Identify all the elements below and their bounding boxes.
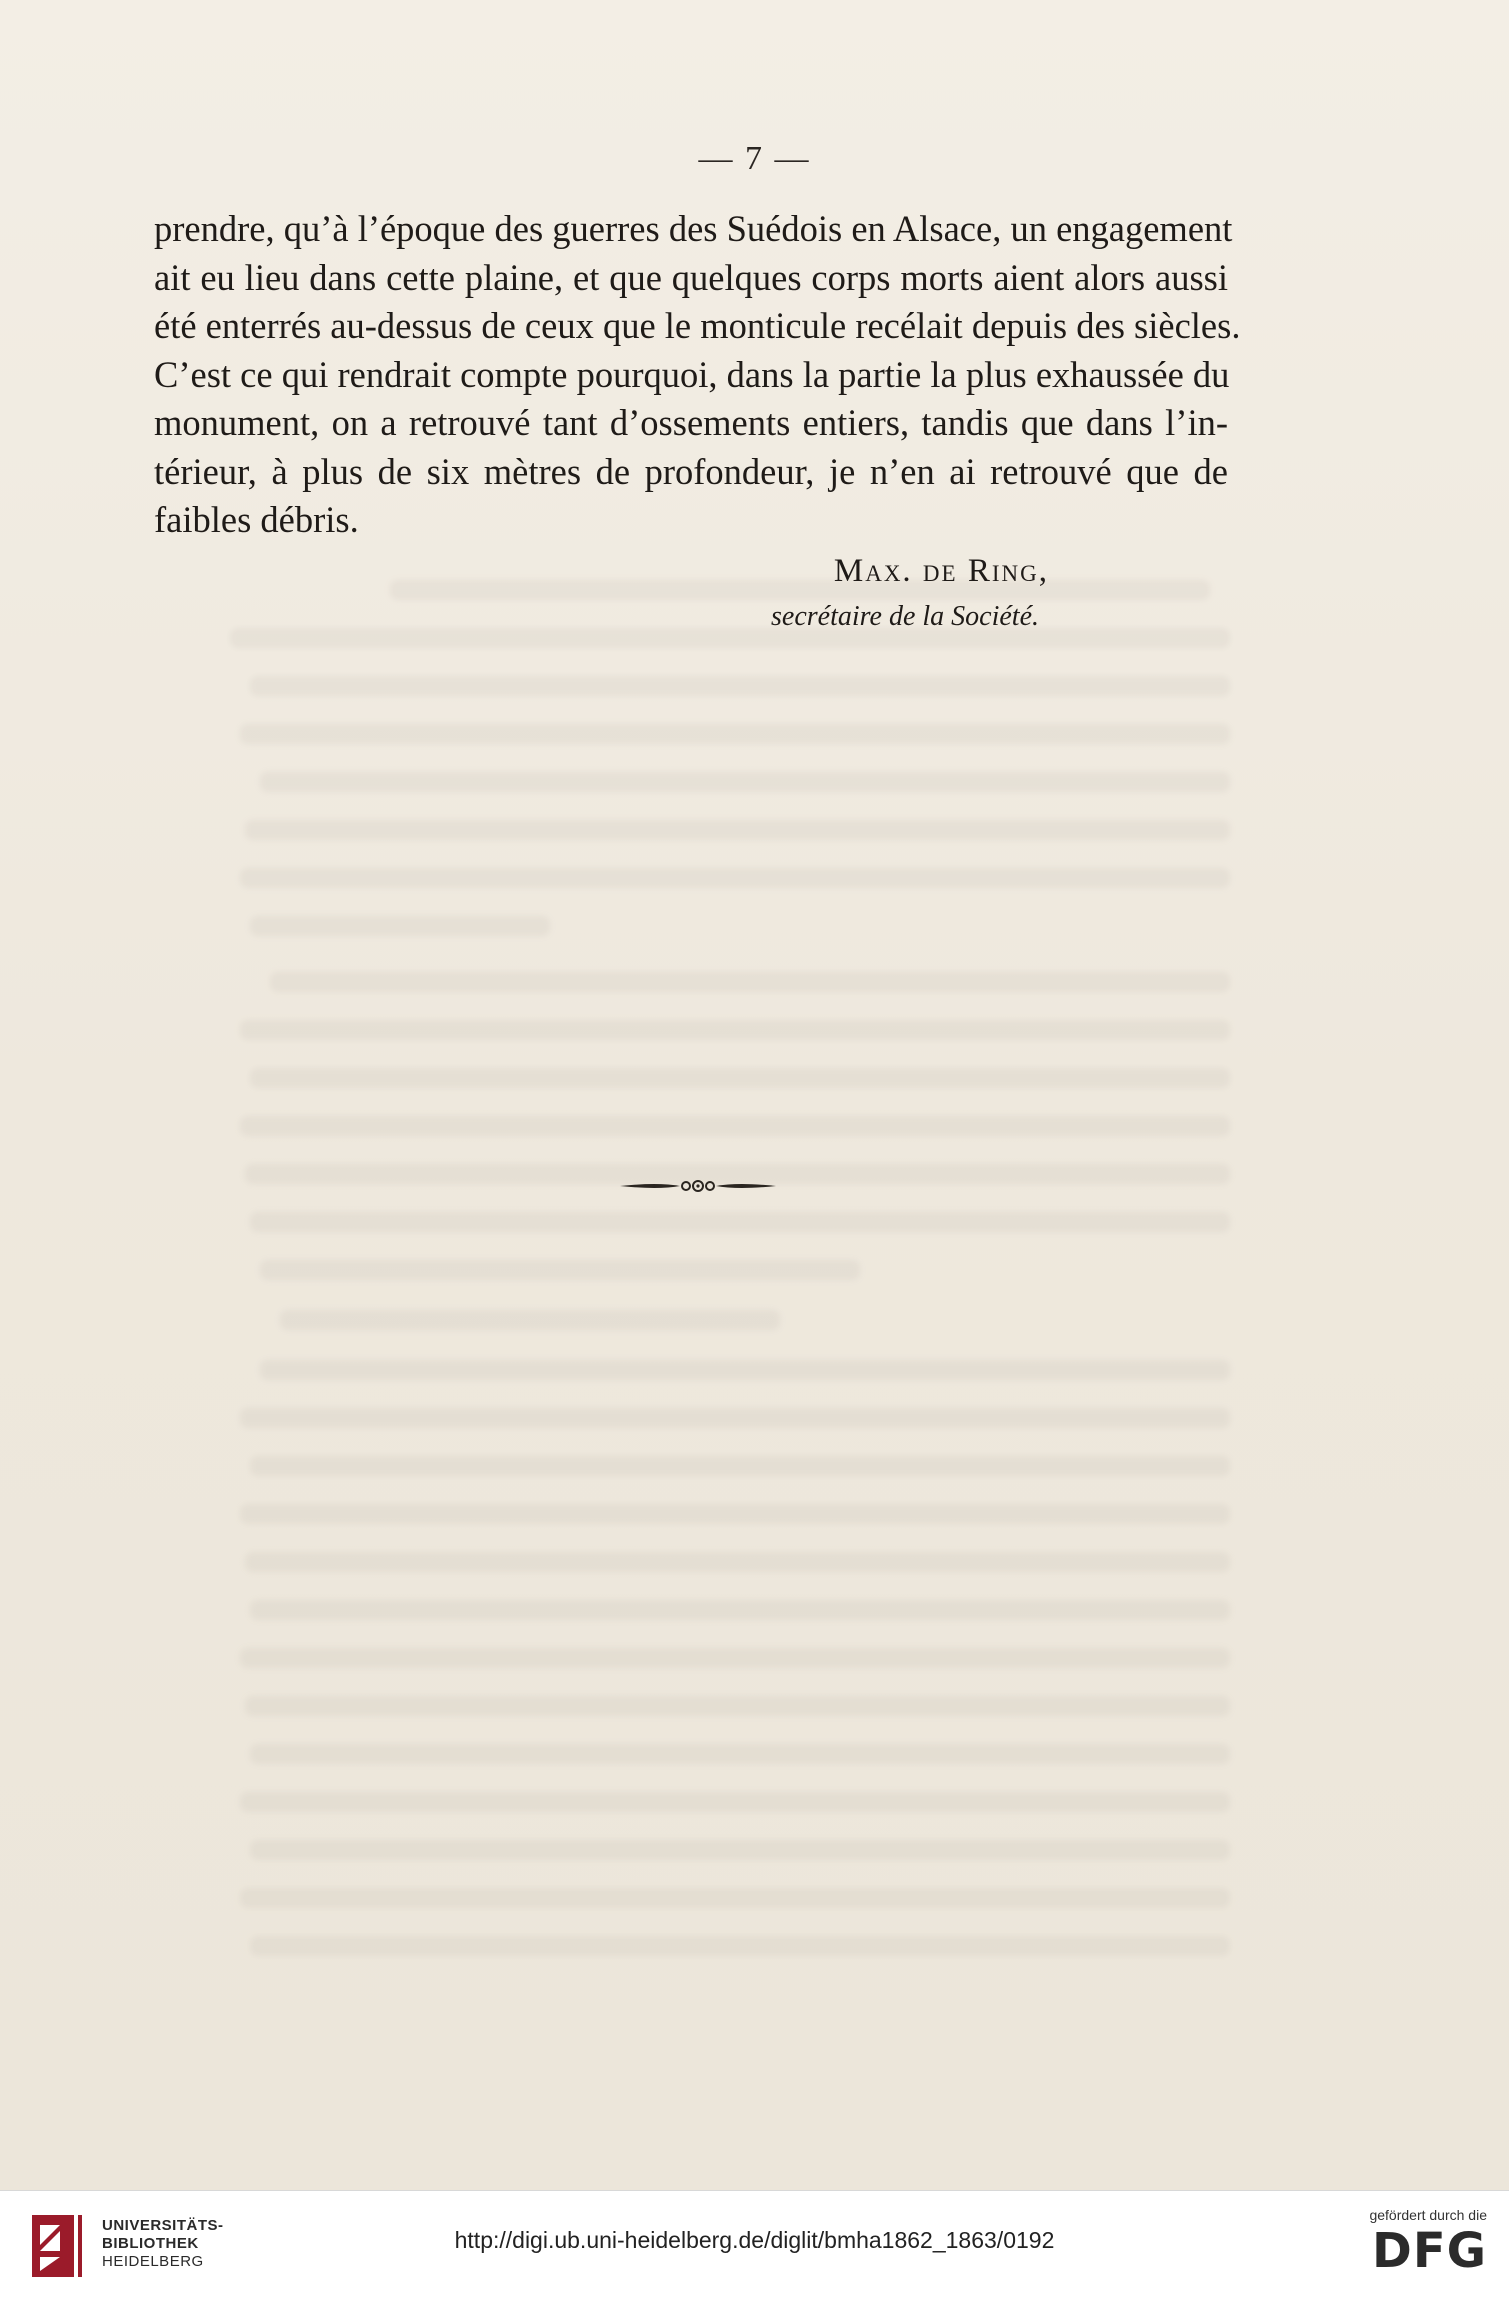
body-paragraph [154, 205, 1241, 545]
library-line-2: BIBLIOTHEK [102, 2235, 199, 2252]
library-line-3: HEIDELBERG [102, 2253, 204, 2270]
text-line: monument, on a retrouvé tant d’ossements entiers, tandis que dans l’in- [154, 402, 1228, 443]
author-title: secrétaire de la Société. [771, 601, 1039, 632]
page-number: — 7 — [698, 140, 811, 177]
author-name: Max. de Ring, [833, 553, 1049, 589]
funding-caption: gefördert durch die [1369, 2207, 1487, 2223]
permalink-url[interactable]: http://digi.ub.uni-heidelberg.de/diglit/bmha1862_1863/0192 [454, 2227, 1055, 2253]
funder-block[interactable] [1327, 2207, 1487, 2277]
text-line: térieur, à plus de six mètres de profondeur, je n’en ai retrouvé que de [154, 450, 1228, 492]
signature-block [600, 548, 1049, 640]
reverse-side-bleed-through [150, 560, 1270, 2000]
dfg-logo-icon: DFG [1371, 2223, 1487, 2279]
text-line: C’est ce qui rendrait compte pourquoi, dans la partie la plus exhaussée du [154, 353, 1230, 395]
library-line-1: UNIVERSITÄTS- [102, 2217, 224, 2234]
text-line: faibles débris. [154, 499, 359, 540]
text-line: été enterrés au-dessus de ceux que le monticule recélait depuis des siècles. [154, 305, 1241, 346]
text-line: ait eu lieu dans cette plaine, et que quelques corps morts aient alors aussi [154, 256, 1228, 298]
ornament-divider-icon [618, 1174, 778, 1198]
text-line: prendre, qu’à l’époque des guerres des Suédois en Alsace, un engagement [154, 208, 1233, 249]
digitization-footer [0, 2190, 1509, 2299]
